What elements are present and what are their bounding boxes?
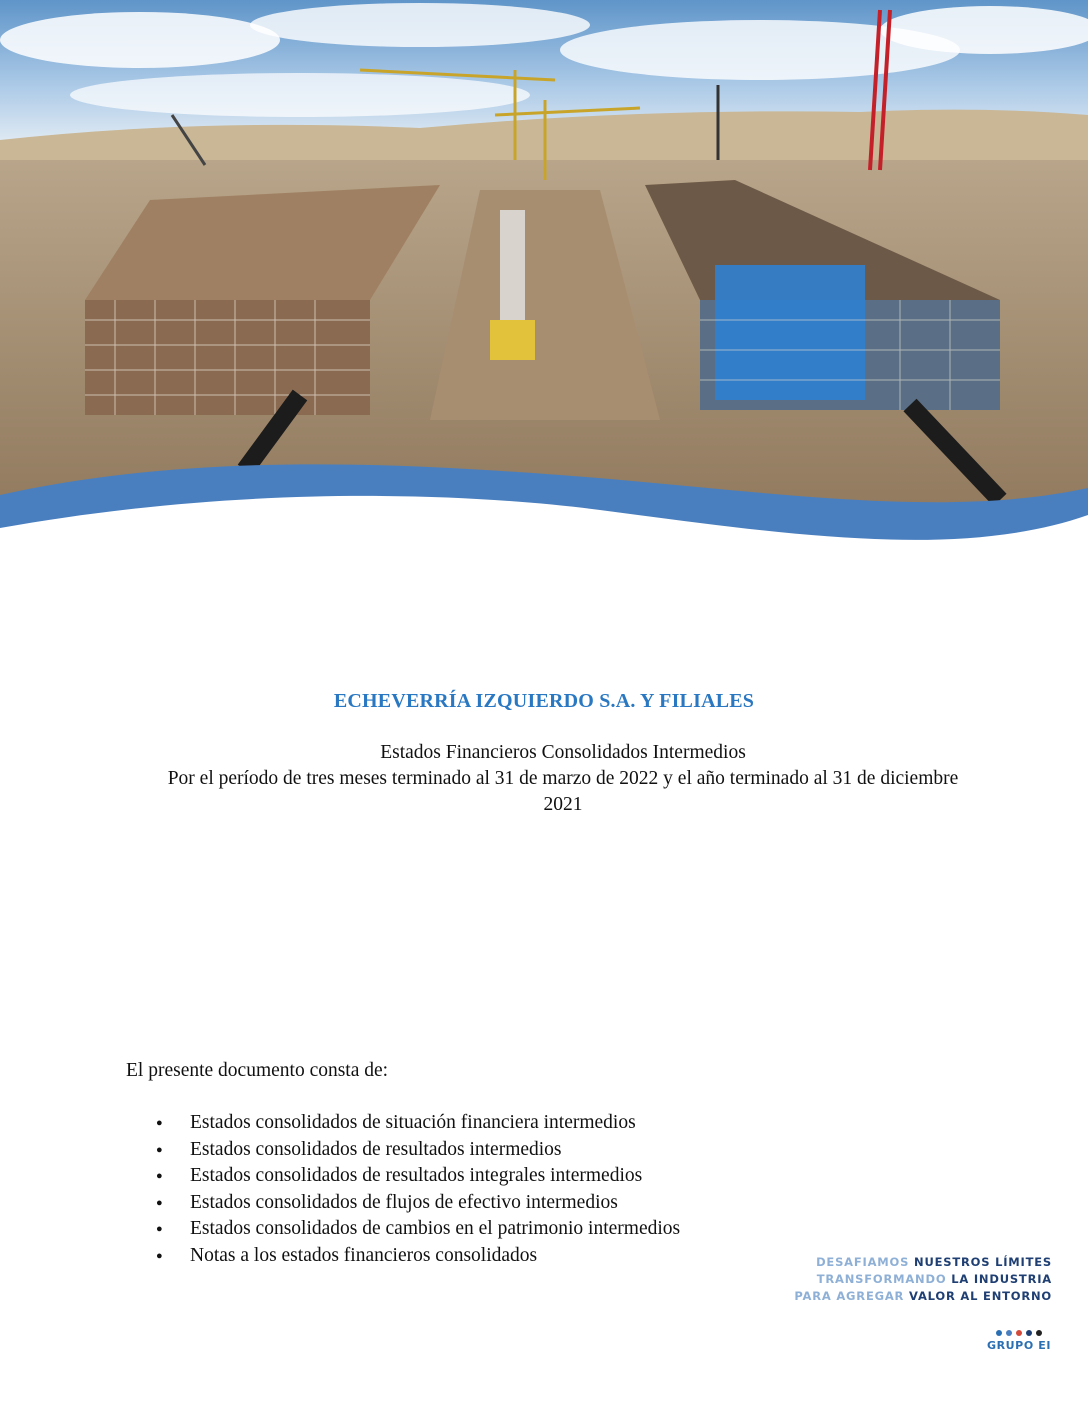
slogan-dark-text: LA INDUSTRIA xyxy=(951,1272,1052,1286)
brand-name: GRUPO EI xyxy=(986,1339,1052,1352)
slogan-dark-text: NUESTROS LÍMITES xyxy=(914,1255,1052,1269)
slogan-line xyxy=(794,1288,1052,1305)
slogan-line xyxy=(794,1254,1052,1271)
slogan-light-text: PARA AGREGAR xyxy=(794,1289,905,1303)
brand-dots-icon xyxy=(984,1330,1054,1336)
list-item: ● Estados consolidados de resultados integrales intermedios xyxy=(150,1163,680,1190)
slogan-line xyxy=(794,1271,1052,1288)
contents-list xyxy=(150,1110,680,1269)
list-item: ● Notas a los estados financieros consolidados xyxy=(150,1243,680,1270)
brand-dot xyxy=(1036,1330,1042,1336)
list-item: ● Estados consolidados de situación financiera intermedios xyxy=(150,1110,680,1137)
contents-intro: El presente documento consta de: xyxy=(126,1060,389,1081)
slogan xyxy=(794,1254,1052,1305)
brand-dot xyxy=(1026,1330,1032,1336)
hero-construction-photo xyxy=(0,0,1088,560)
subtitle-line: Por el período de tres meses terminado al 31 de marzo de 2022 y el año terminado al 31 de diciembre xyxy=(167,768,959,789)
company-title: ECHEVERRÍA IZQUIERDO S.A. Y FILIALES xyxy=(333,690,755,712)
document-subtitle xyxy=(100,740,1026,818)
brand-dot xyxy=(1006,1330,1012,1336)
slogan-light-text: TRANSFORMANDO xyxy=(816,1272,947,1286)
brand-logo xyxy=(984,1330,1054,1352)
list-item: ● Estados consolidados de flujos de efectivo intermedios xyxy=(150,1190,680,1217)
subtitle-line: 2021 xyxy=(543,794,583,815)
slogan-light-text: DESAFIAMOS xyxy=(816,1255,910,1269)
slogan-dark-text: VALOR AL ENTORNO xyxy=(909,1289,1052,1303)
list-item: ● Estados consolidados de resultados intermedios xyxy=(150,1137,680,1164)
list-item: ● Estados consolidados de cambios en el patrimonio intermedios xyxy=(150,1216,680,1243)
subtitle-line: Estados Financieros Consolidados Intermedios xyxy=(380,742,746,763)
brand-dot xyxy=(996,1330,1002,1336)
brand-dot xyxy=(1016,1330,1022,1336)
